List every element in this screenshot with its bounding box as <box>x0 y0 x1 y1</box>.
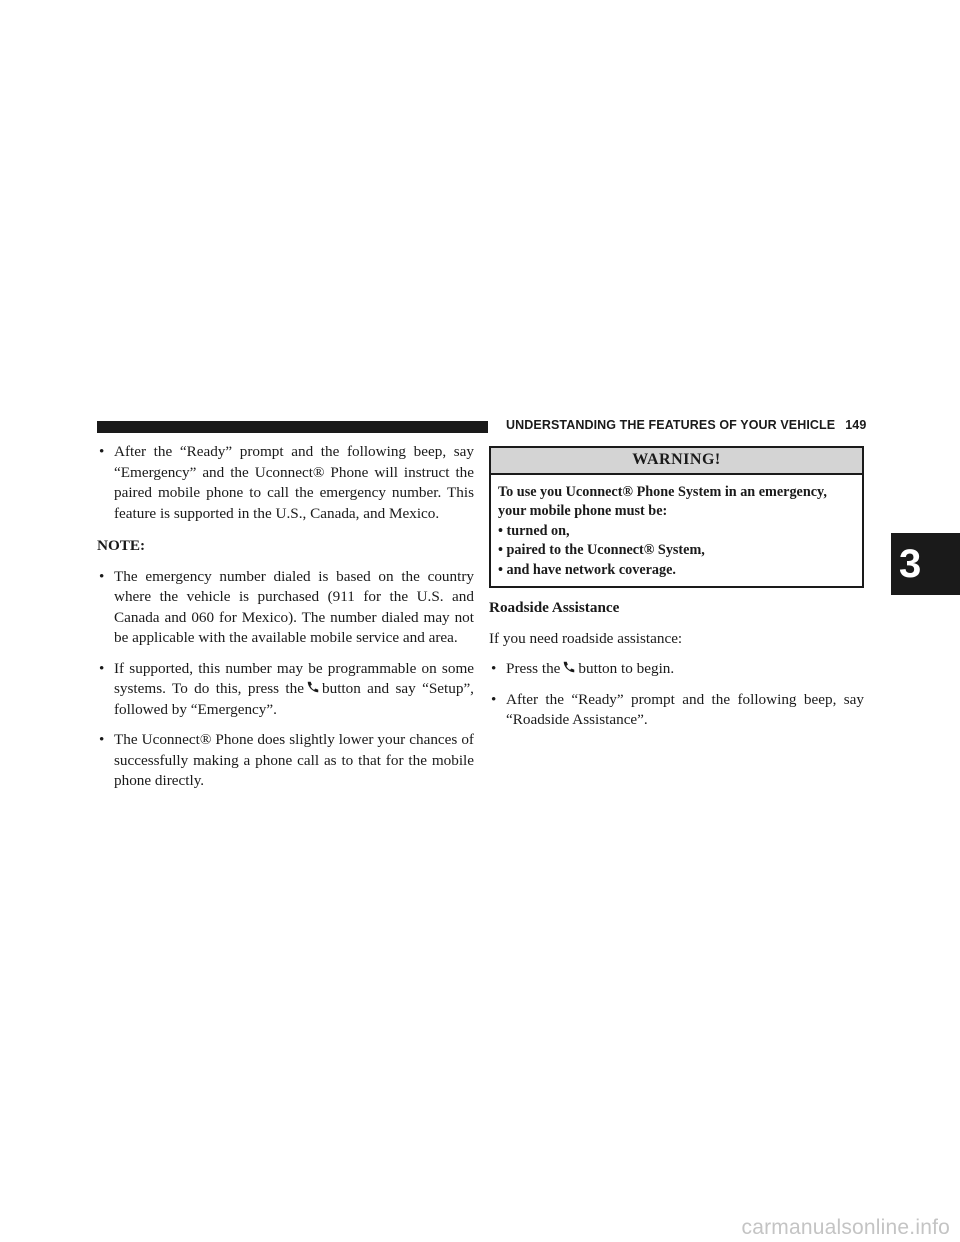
note-label: NOTE: <box>97 537 146 554</box>
list-item <box>489 690 864 731</box>
bullet-symbol: • <box>99 659 105 677</box>
bullet-symbol: • <box>491 690 497 708</box>
bullet-symbol: • <box>99 567 105 585</box>
list-item-text: The emergency number dialed is based on the country where the vehicle is purchased (911 for the U.S. and Canada and 060 for Mexico). The number dialed may not be applicable with the available mobile service and area. <box>114 567 474 646</box>
list-item <box>489 659 864 680</box>
running-header <box>506 418 866 432</box>
list-item-text-continued: button and say “Setup”, followed by “Emergency”. <box>114 680 474 718</box>
list-item <box>97 730 474 792</box>
warning-intro: To use you Uconnect® Phone System in an emergency, your mobile phone must be: <box>498 483 827 519</box>
warning-item-text: paired to the Uconnect® System, <box>506 542 705 558</box>
warning-item-text: turned on, <box>506 522 570 539</box>
header-title: UNDERSTANDING THE FEATURES OF YOUR VEHICLE <box>506 418 836 432</box>
header-rule <box>97 421 488 433</box>
watermark-text: carmanualsonline.info <box>741 1216 950 1239</box>
list-item <box>97 442 474 524</box>
list-item-text: If supported, this number may be programmable on some systems. To do this, press the <box>114 659 474 697</box>
warning-item <box>498 561 855 581</box>
list-item-text: The Uconnect® Phone does slightly lower your chances of successfully making a phone call as to that for the mobile phone directly. <box>114 731 474 789</box>
warning-item-text: and have network coverage. <box>506 561 676 578</box>
left-column <box>97 442 474 802</box>
warning-box <box>489 446 864 588</box>
bullet-symbol: • <box>498 542 503 558</box>
list-item-text: After the “Ready” prompt and the following beep, say “Roadside Assistance”. <box>506 690 864 728</box>
chapter-number: 3 <box>899 542 922 586</box>
bullet-symbol: • <box>491 660 497 677</box>
warning-item <box>498 522 855 542</box>
bullet-symbol: • <box>498 522 503 539</box>
footer-watermark <box>0 1214 960 1242</box>
warning-body <box>491 475 862 587</box>
section-heading: Roadside Assistance <box>489 599 620 616</box>
warning-title: WARNING! <box>491 448 862 475</box>
list-item-text: After the “Ready” prompt and the following beep, say “Emergency” and the Uconnect® Phone will instruct the paired mobile phone to call the emergency number. This feature is supported in the U.S., Canada, and Mexico. <box>114 443 474 522</box>
page-number: 149 <box>845 418 867 432</box>
list-item-text: Press the <box>506 660 561 677</box>
phone-handset-icon <box>306 680 320 694</box>
bullet-symbol: • <box>99 443 105 460</box>
paragraph: If you need roadside assistance: <box>489 629 683 647</box>
bullet-symbol: • <box>99 731 105 748</box>
list-item <box>97 567 474 649</box>
phone-handset-icon <box>562 660 576 674</box>
list-item <box>97 659 474 721</box>
warning-item <box>498 541 855 561</box>
list-item-text-continued: button to begin. <box>578 660 675 677</box>
chapter-tab <box>891 533 960 595</box>
right-column <box>489 446 864 741</box>
bullet-symbol: • <box>498 561 503 578</box>
